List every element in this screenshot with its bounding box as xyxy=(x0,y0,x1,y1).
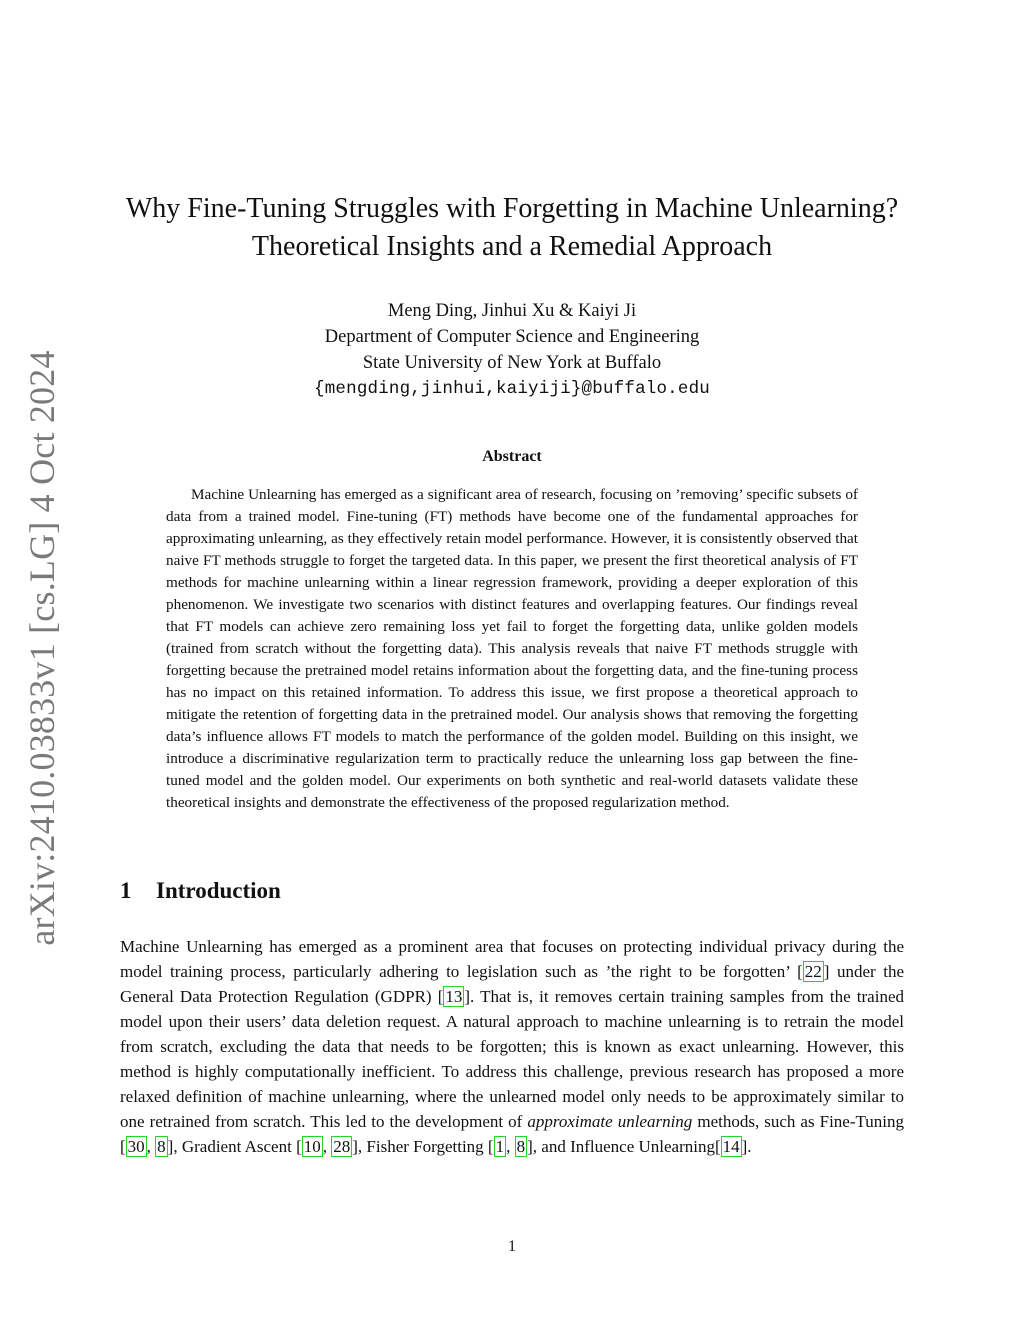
citation-link[interactable]: 30 xyxy=(127,1137,145,1156)
intro-text: , xyxy=(146,1137,156,1156)
intro-text: , xyxy=(322,1137,332,1156)
intro-emphasis: approximate unlearning xyxy=(527,1112,693,1131)
intro-paragraph xyxy=(120,934,904,1159)
citation-link[interactable]: 8 xyxy=(516,1137,526,1156)
abstract-text: Machine Unlearning has emerged as a significant area of research, focusing on ’removing’ specific subsets of data from a trained model. Fine-tuning (FT) methods have become one of the fundamental approaches for approximating unlearning, as they effectively retain model performance. However, it is consistently observed that naive FT methods struggle to forget the targeted data. In this paper, we present the first theoretical analysis of FT methods for machine unlearning within a linear regression framework, providing a deeper exploration of this phenomenon. We investigate two scenarios with distinct features and overlapping features. Our findings reveal that FT models can achieve zero remaining loss yet fail to forget the forgetting data, unlike golden models (trained from scratch without the forgetting data). This analysis reveals that naive FT methods struggle with forgetting because the pretrained model retains information about the forgetting data, and the fine-tuning process has no impact on this retained information. To address this issue, we first propose a theoretical approach to mitigate the retention of forgetting data in the pretrained model. Our analysis shows that removing the forgetting data’s influence allows FT models to match the performance of the golden model. Building on this insight, we introduce a discriminative regularization term to practically reduce the unlearning loss gap between the fine-tuned model and the golden model. Our experiments on both synthetic and real-world datasets validate these theoretical insights and demonstrate the effectiveness of the proposed regularization method. xyxy=(166,486,858,811)
page-number: 1 xyxy=(508,1238,516,1255)
author-names: Meng Ding, Jinhui Xu & Kaiyi Ji xyxy=(387,301,637,321)
citation-link[interactable]: 28 xyxy=(333,1137,351,1156)
intro-text: ], Gradient Ascent [ xyxy=(167,1137,302,1156)
arxiv-stamp: arXiv:2410.03833v1 [cs.LG] 4 Oct 2024 xyxy=(22,350,62,946)
paper-title xyxy=(0,190,1024,266)
citation-link[interactable]: 22 xyxy=(804,962,822,981)
section-title: Introduction xyxy=(156,878,281,903)
author-university: State University of New York at Buffalo xyxy=(362,353,662,373)
intro-text: methods, such as Fine-Tuning [ xyxy=(120,1112,905,1156)
intro-text: , xyxy=(506,1137,515,1156)
title-line-1: Why Fine-Tuning Struggles with Forgetting in Machine Unlearning? xyxy=(125,193,899,224)
section-number: 1 xyxy=(120,878,132,903)
intro-text: ]. That is, it removes certain training samples from the trained model upon their users’ data deletion request. A natural approach to machine unlearning is to retrain the model from scratch, excluding the data that needs to be forgotten; this is known as exact unlearning. However, this method is highly computationally inefficient. To address this challenge, previous research has proposed a more relaxed definition of machine unlearning, where the unlearned model only needs to be approximately similar to one retrained from scratch. This led to the development of xyxy=(120,987,904,1131)
citation-link[interactable]: 10 xyxy=(303,1137,321,1156)
author-department: Department of Computer Science and Engineering xyxy=(324,327,700,347)
citation-link[interactable]: 8 xyxy=(157,1137,166,1156)
author-block xyxy=(0,298,1024,402)
section-heading xyxy=(120,878,281,904)
citation-link[interactable]: 13 xyxy=(445,987,463,1006)
author-email: {mengding,jinhui,kaiyiji}@buffalo.edu xyxy=(314,379,710,399)
citation-link[interactable]: 1 xyxy=(495,1137,505,1156)
intro-text: ], Fisher Forgetting [ xyxy=(352,1137,494,1156)
intro-text: ] under the General Data Protection Regulation (GDPR) [ xyxy=(120,962,904,1006)
citation-link[interactable]: 14 xyxy=(722,1137,740,1156)
intro-text: ], and Influence Unlearning[ xyxy=(527,1137,721,1156)
intro-text: Machine Unlearning has emerged as a prominent area that focuses on protecting individual privacy during the model training process, particularly adhering to legislation such as ’the right to be forgotten’ [ xyxy=(120,937,904,981)
intro-text: ]. xyxy=(741,1137,752,1156)
title-line-2: Theoretical Insights and a Remedial Approach xyxy=(251,231,773,262)
abstract-heading: Abstract xyxy=(482,448,542,465)
